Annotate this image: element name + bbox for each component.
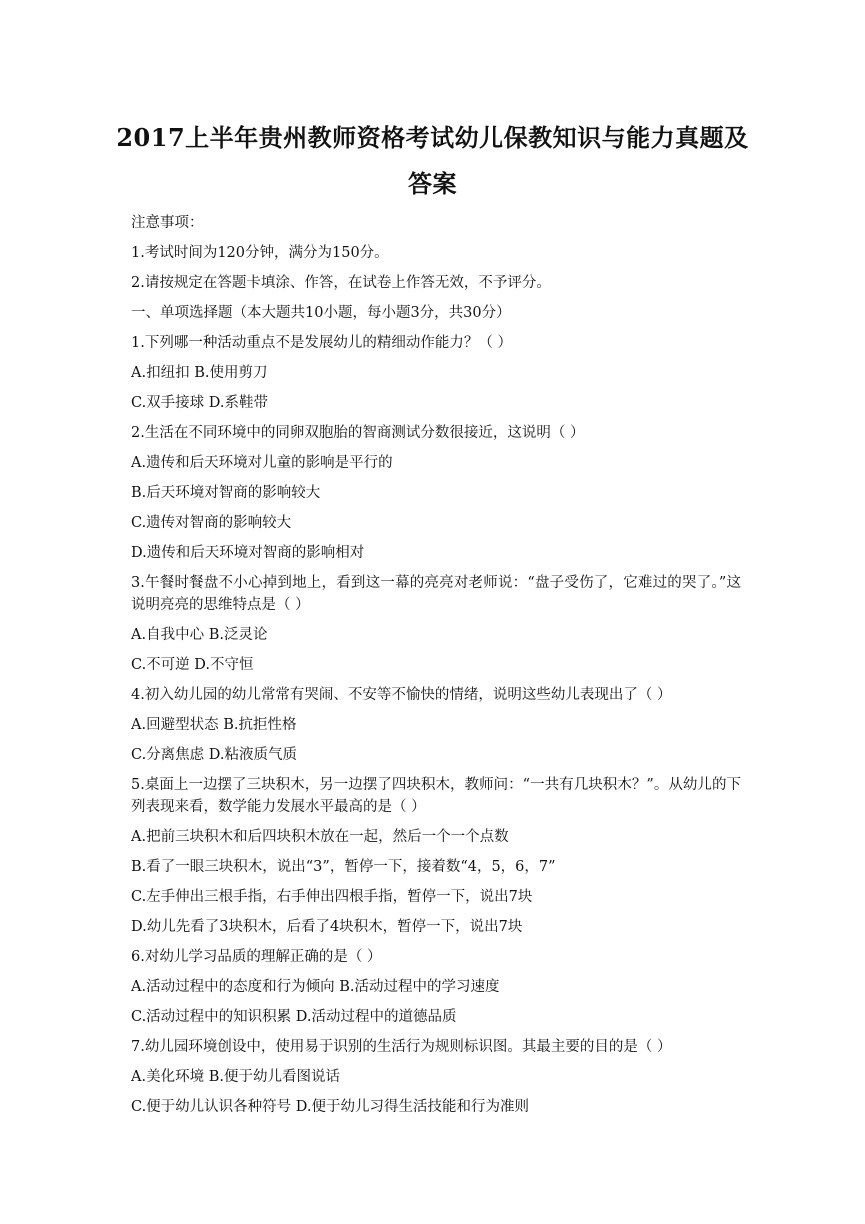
question-option: A.把前三块积木和后四块积木放在一起，然后一个一个点数	[131, 829, 509, 845]
question-option: A.回避型状态 B.抗拒性格	[131, 717, 297, 733]
question-option: B.看了一眼三块积木，说出“3”，暂停一下，接着数“4，5，6，7”	[131, 859, 556, 875]
question-option: C.不可逆 D.不守恒	[131, 657, 254, 673]
question-stem: 3.午餐时餐盘不小心掉到地上，看到这一幕的亮亮对老师说：“盘子受伤了，它难过的哭了。”这说明亮亮的思维特点是（ ）	[131, 575, 741, 613]
question-stem: 1.下列哪一种活动重点不是发展幼儿的精细动作能力？（ ）	[131, 335, 512, 351]
question-stem: 2.生活在不同环境中的同卵双胞胎的智商测试分数很接近，这说明（ ）	[131, 425, 585, 441]
document-title-line-1: 2017上半年贵州教师资格考试幼儿保教知识与能力真题及	[116, 123, 749, 152]
question-option: C.遗传对智商的影响较大	[131, 515, 292, 531]
question-option: C.便于幼儿认识各种符号 D.便于幼儿习得生活技能和行为准则	[131, 1099, 530, 1115]
question-stem: 4.初入幼儿园的幼儿常常有哭闹、不安等不愉快的情绪，说明这些幼儿表现出了（ ）	[131, 687, 672, 703]
document-body	[131, 208, 741, 1122]
question-stem: 6.对幼儿学习品质的理解正确的是（ ）	[131, 949, 382, 965]
question-option: D.幼儿先看了3块积木，后看了4块积木，暂停一下，说出7块	[131, 919, 523, 935]
notice-item: 2.请按规定在答题卡填涂、作答，在试卷上作答无效，不予评分。	[131, 275, 551, 291]
question-option: B.后天环境对智商的影响较大	[131, 485, 321, 501]
notice-heading: 注意事项：	[131, 215, 204, 231]
question-option: A.自我中心 B.泛灵论	[131, 627, 268, 643]
section-heading: 一、单项选择题（本大题共10小题，每小题3分，共30分）	[131, 305, 511, 321]
question-option: A.遗传和后天环境对儿童的影响是平行的	[131, 455, 393, 471]
document-title-line-2: 答案	[408, 169, 457, 198]
question-stem: 7.幼儿园环境创设中，使用易于识别的生活行为规则标识图。其最主要的目的是（ ）	[131, 1039, 672, 1055]
question-option: D.遗传和后天环境对智商的影响相对	[131, 545, 365, 561]
question-stem: 5.桌面上一边摆了三块积木，另一边摆了四块积木，教师问：“一共有几块积木？”。从幼儿的下列表现来看，数学能力发展水平最高的是（ ）	[131, 777, 741, 815]
question-option: C.左手伸出三根手指，右手伸出四根手指，暂停一下，说出7块	[131, 889, 533, 905]
question-option: C.分离焦虑 D.粘液质气质	[131, 747, 298, 763]
question-option: C.活动过程中的知识积累 D.活动过程中的道德品质	[131, 1009, 457, 1025]
question-option: A.美化环境 B.便于幼儿看图说话	[131, 1069, 340, 1085]
question-option: A.活动过程中的态度和行为倾向 B.活动过程中的学习速度	[131, 979, 500, 995]
question-option: A.扣纽扣 B.使用剪刀	[131, 365, 268, 381]
notice-item: 1.考试时间为120分钟，满分为150分。	[131, 245, 389, 261]
question-option: C.双手接球 D.系鞋带	[131, 395, 269, 411]
